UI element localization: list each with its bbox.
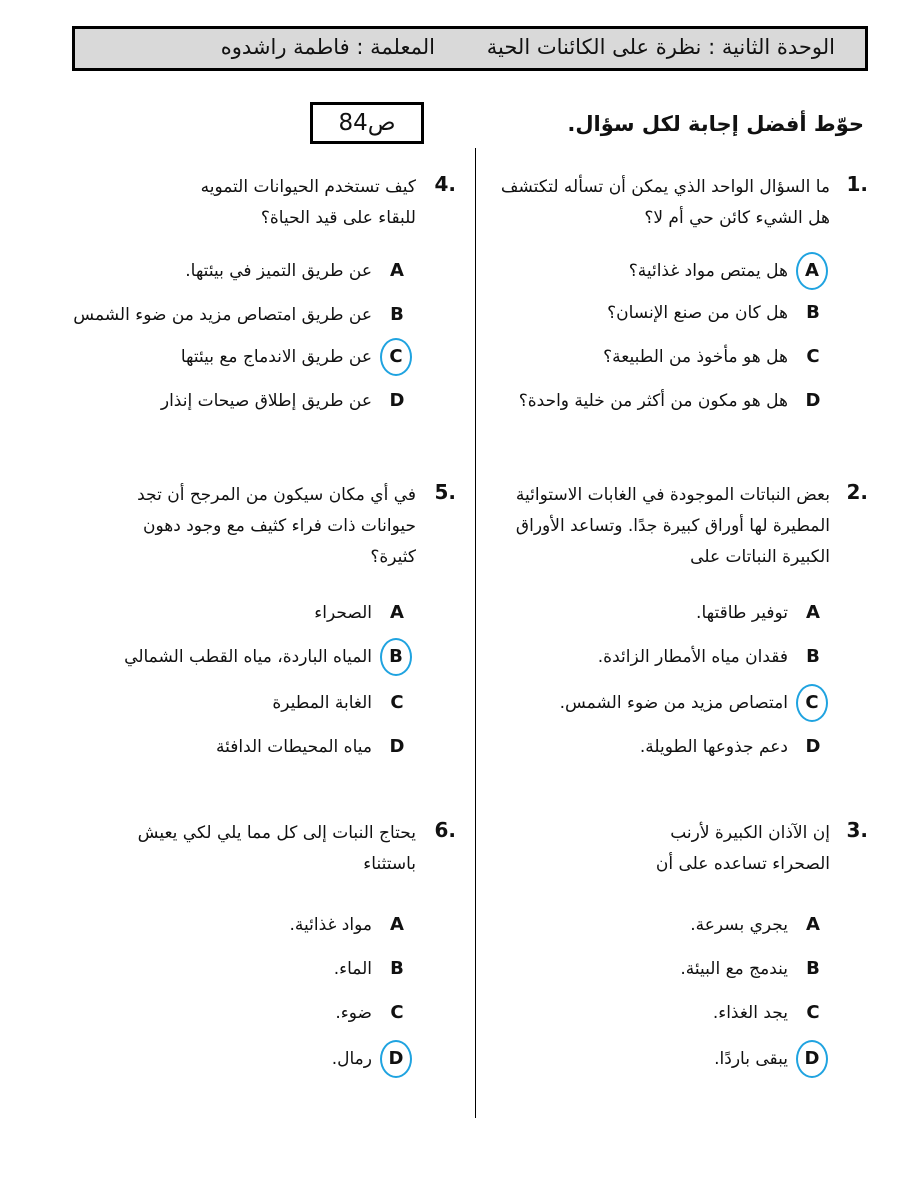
option-a[interactable]: [60, 256, 412, 286]
option-text: رمال.: [331, 1049, 372, 1069]
option-letter: D: [389, 390, 405, 411]
option-letter: A: [796, 252, 828, 290]
page-number: ص84: [338, 110, 396, 136]
option-c[interactable]: [60, 342, 412, 372]
option-text: توفير طاقتها.: [696, 603, 788, 623]
option-letter: C: [380, 338, 412, 376]
option-text: ضوء.: [335, 1003, 372, 1023]
option-letter: D: [380, 1040, 412, 1078]
option-letter: A: [806, 602, 820, 623]
option-letter: B: [806, 302, 820, 323]
option-text: يبقى باردًا.: [714, 1049, 788, 1069]
option-b[interactable]: [60, 300, 412, 330]
option-text: يجري بسرعة.: [690, 915, 788, 935]
option-b[interactable]: [488, 954, 828, 984]
option-a[interactable]: [60, 910, 412, 940]
question-text: إن الآذان الكبيرة لأرنب الصحراء تساعده على أن: [655, 823, 830, 874]
unit-title: الوحدة الثانية : نظرة على الكائنات الحية: [486, 35, 835, 59]
option-b[interactable]: [488, 642, 828, 672]
option-text: يندمج مع البيئة.: [680, 959, 788, 979]
question-text: ما السؤال الواحد الذي يمكن أن تسأله لتكتشف هل الشيء كائن حي أم لا؟: [500, 177, 830, 228]
option-text: عن طريق امتصاص مزيد من ضوء الشمس: [73, 305, 372, 325]
option-letter: B: [390, 958, 404, 979]
option-text: مياه المحيطات الدافئة: [215, 737, 372, 757]
option-text: يجد الغذاء.: [712, 1003, 788, 1023]
option-letter: D: [796, 1040, 828, 1078]
option-text: هل هو مكون من أكثر من خلية واحدة؟: [518, 391, 788, 411]
option-letter: C: [796, 684, 828, 722]
option-text: الصحراء: [314, 603, 372, 623]
option-text: مواد غذائية.: [289, 915, 372, 935]
question-number: 5.: [434, 480, 456, 504]
option-text: المياه الباردة، مياه القطب الشمالي: [124, 647, 372, 667]
option-d[interactable]: [488, 386, 828, 416]
option-c[interactable]: [488, 998, 828, 1028]
question-number: 3.: [846, 818, 868, 842]
option-text: هل كان من صنع الإنسان؟: [607, 303, 788, 323]
option-letter: B: [806, 646, 820, 667]
option-letter: D: [805, 736, 821, 757]
option-a[interactable]: [60, 598, 412, 628]
option-b[interactable]: [488, 298, 828, 328]
option-text: دعم جذوعها الطويلة.: [639, 737, 788, 757]
question-text: في أي مكان سيكون من المرجح أن تجد حيوانات ذات فراء كثيف مع وجود دهون كثيرة؟: [137, 485, 416, 567]
option-c[interactable]: [60, 688, 412, 718]
option-letter: A: [390, 260, 404, 281]
question-number: 4.: [434, 172, 456, 196]
header-banner: [72, 26, 868, 71]
option-text: امتصاص مزيد من ضوء الشمس.: [559, 693, 788, 713]
option-letter: B: [380, 638, 412, 676]
option-c[interactable]: [488, 342, 828, 372]
page-number-box: [310, 102, 424, 144]
option-letter: C: [390, 692, 404, 713]
option-text: عن طريق إطلاق صيحات إنذار: [160, 391, 372, 411]
option-letter: B: [390, 304, 404, 325]
option-d[interactable]: [60, 732, 412, 762]
option-letter: C: [390, 1002, 404, 1023]
question-text: يحتاج النبات إلى كل مما يلي لكي يعيش باستثناء: [137, 823, 416, 874]
teacher-name: المعلمة : فاطمة راشدوه: [220, 35, 435, 59]
option-text: فقدان مياه الأمطار الزائدة.: [597, 647, 788, 667]
option-a[interactable]: [488, 598, 828, 628]
option-letter: C: [806, 346, 820, 367]
question-number: 6.: [434, 818, 456, 842]
question-text: كيف تستخدم الحيوانات التمويه للبقاء على قيد الحياة؟: [200, 177, 416, 228]
option-b[interactable]: [60, 954, 412, 984]
option-b[interactable]: [60, 642, 412, 672]
question-number: 1.: [846, 172, 868, 196]
question-text: بعض النباتات الموجودة في الغابات الاستوائية المطيرة لها أوراق كبيرة جدًا. وتساعد الأوراق الكبيرة النباتات على: [515, 485, 830, 567]
option-d[interactable]: [488, 732, 828, 762]
option-letter: A: [806, 914, 820, 935]
option-text: الغابة المطيرة: [272, 693, 372, 713]
option-d[interactable]: [60, 386, 412, 416]
option-letter: A: [390, 602, 404, 623]
option-text: عن طريق الاندماج مع بيئتها: [180, 347, 372, 367]
instruction-text: حوّط أفضل إجابة لكل سؤال.: [567, 112, 864, 136]
option-d[interactable]: [488, 1044, 828, 1074]
option-text: الماء.: [333, 959, 372, 979]
option-c[interactable]: [60, 998, 412, 1028]
option-c[interactable]: [488, 688, 828, 718]
option-a[interactable]: [488, 910, 828, 940]
option-letter: A: [390, 914, 404, 935]
option-letter: B: [806, 958, 820, 979]
option-letter: D: [389, 736, 405, 757]
option-d[interactable]: [60, 1044, 412, 1074]
column-divider: [475, 148, 476, 1118]
option-letter: C: [806, 1002, 820, 1023]
option-text: عن طريق التميز في بيئتها.: [185, 261, 372, 281]
option-text: هل هو مأخوذ من الطبيعة؟: [603, 347, 788, 367]
question-number: 2.: [846, 480, 868, 504]
option-letter: D: [805, 390, 821, 411]
option-a[interactable]: [488, 256, 828, 286]
option-text: هل يمتص مواد غذائية؟: [628, 261, 788, 281]
